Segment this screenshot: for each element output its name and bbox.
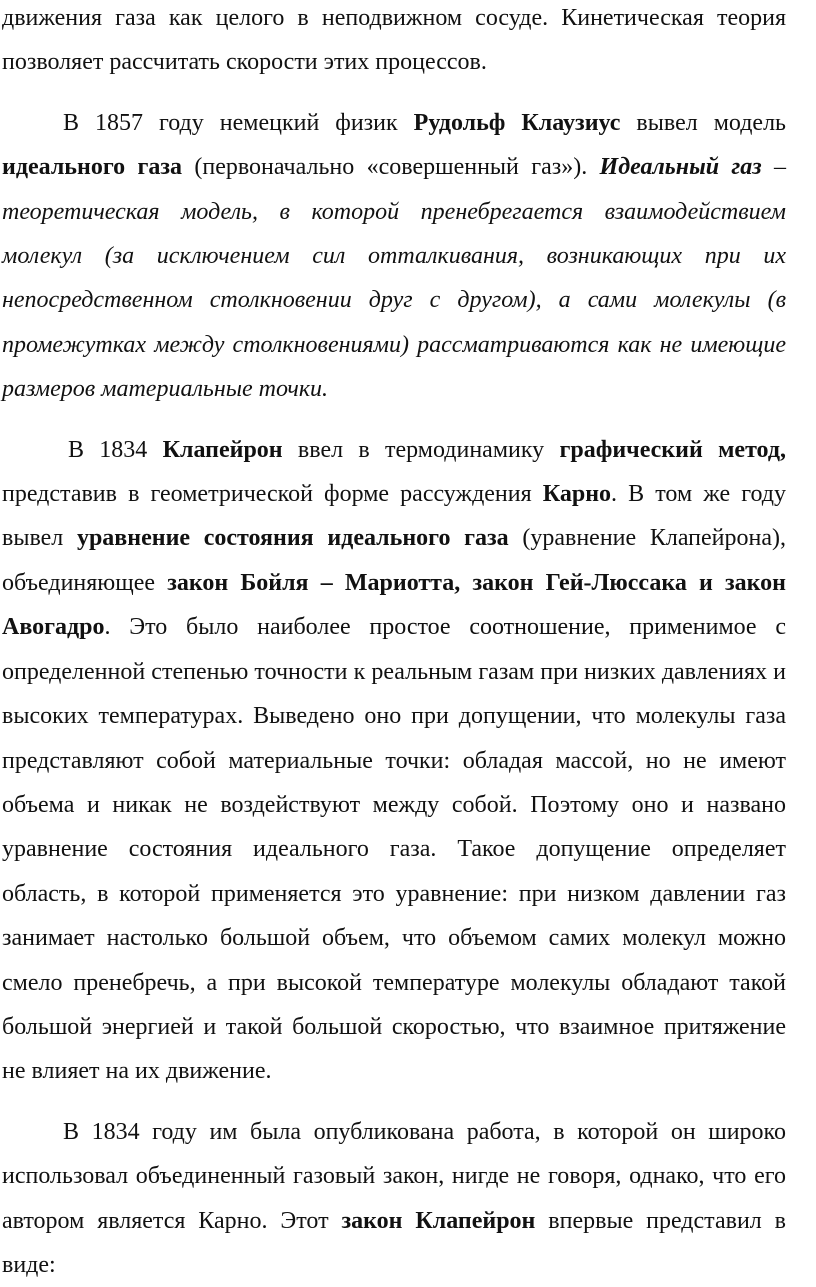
paragraph-clausius-ideal-gas — [2, 101, 786, 412]
text-run: . В том же году вывел — [2, 481, 786, 552]
text-run: Карно — [542, 481, 612, 508]
text-run: (первоначально «совершенный газ»). — [182, 154, 600, 181]
text-run: Клапейрон — [162, 436, 283, 463]
text-run: Рудольф Клаузиус — [413, 109, 621, 136]
text-run: – — [761, 154, 786, 181]
text-run: (уравнение Клапейрона), объединяющее — [2, 525, 786, 596]
text-run: графический метод, — [559, 436, 786, 463]
text-run: представив в геометрической форме рассуждения — [2, 481, 543, 508]
text-run: теоретическая модель, в которой пренебрегается взаимодействием молекул (за исключением сил отталкивания, возникающих при их непосредственном столкновении друг с другом), а сами молекулы (в промежутках между столкновениями) рассматриваются как не имеющие размеров материальные точки. — [2, 198, 786, 403]
text-run: уравнение состояния идеального газа — [76, 525, 509, 552]
paragraph-kinetic-theory — [2, 0, 786, 85]
text-run: . Это было наиболее простое соотношение, применимое с определенной степенью точности к реальным газам при низких давлениях и высоких температурах. Выведено оно при допущении, что молекулы газа представляют собой материальные точки: обладая массой, но не имеют объема и никак не воздействуют между собой. Поэтому оно и названо уравнение состояния идеального газа. Такое допущение определяет область, в которой применяется это уравнение: при низком давлении газ занимает настолько большой объем, что объемом самих молекул можно смело пренебречь, а при высокой температуре молекулы обладают такой большой энергией и такой большой скоростью, что взаимное притяжение не влияет на их движение. — [2, 614, 786, 1085]
text-run: вывел модель — [620, 109, 786, 136]
text-run: В 1834 — [68, 436, 163, 463]
text-run: закон Клапейрон — [341, 1207, 536, 1234]
text-run: впервые представил в виде: — [2, 1207, 786, 1278]
text-run: движения газа как целого в неподвижном сосуде. Кинетическая теория позволяет рассчитать скорости этих процессов. — [2, 5, 786, 76]
text-run: закон Бойля – Мариотта, закон Гей-Люссака и закон Авогадро — [2, 569, 786, 641]
text-run: В 1857 году немецкий физик — [63, 109, 414, 136]
paragraph-clapeyron-1834-work — [2, 1110, 786, 1287]
text-run: Идеальный газ — [599, 154, 762, 181]
text-run: ввел в термодинамику — [282, 436, 560, 463]
text-run: идеального газа — [2, 154, 183, 181]
paragraph-clapeyron-equation — [2, 428, 786, 1094]
text-run: В 1834 году им была опубликована работа, в которой он широко использовал объединенный газовый закон, нигде не говоря, однако, что его автором является Карно. Этот — [2, 1118, 786, 1234]
